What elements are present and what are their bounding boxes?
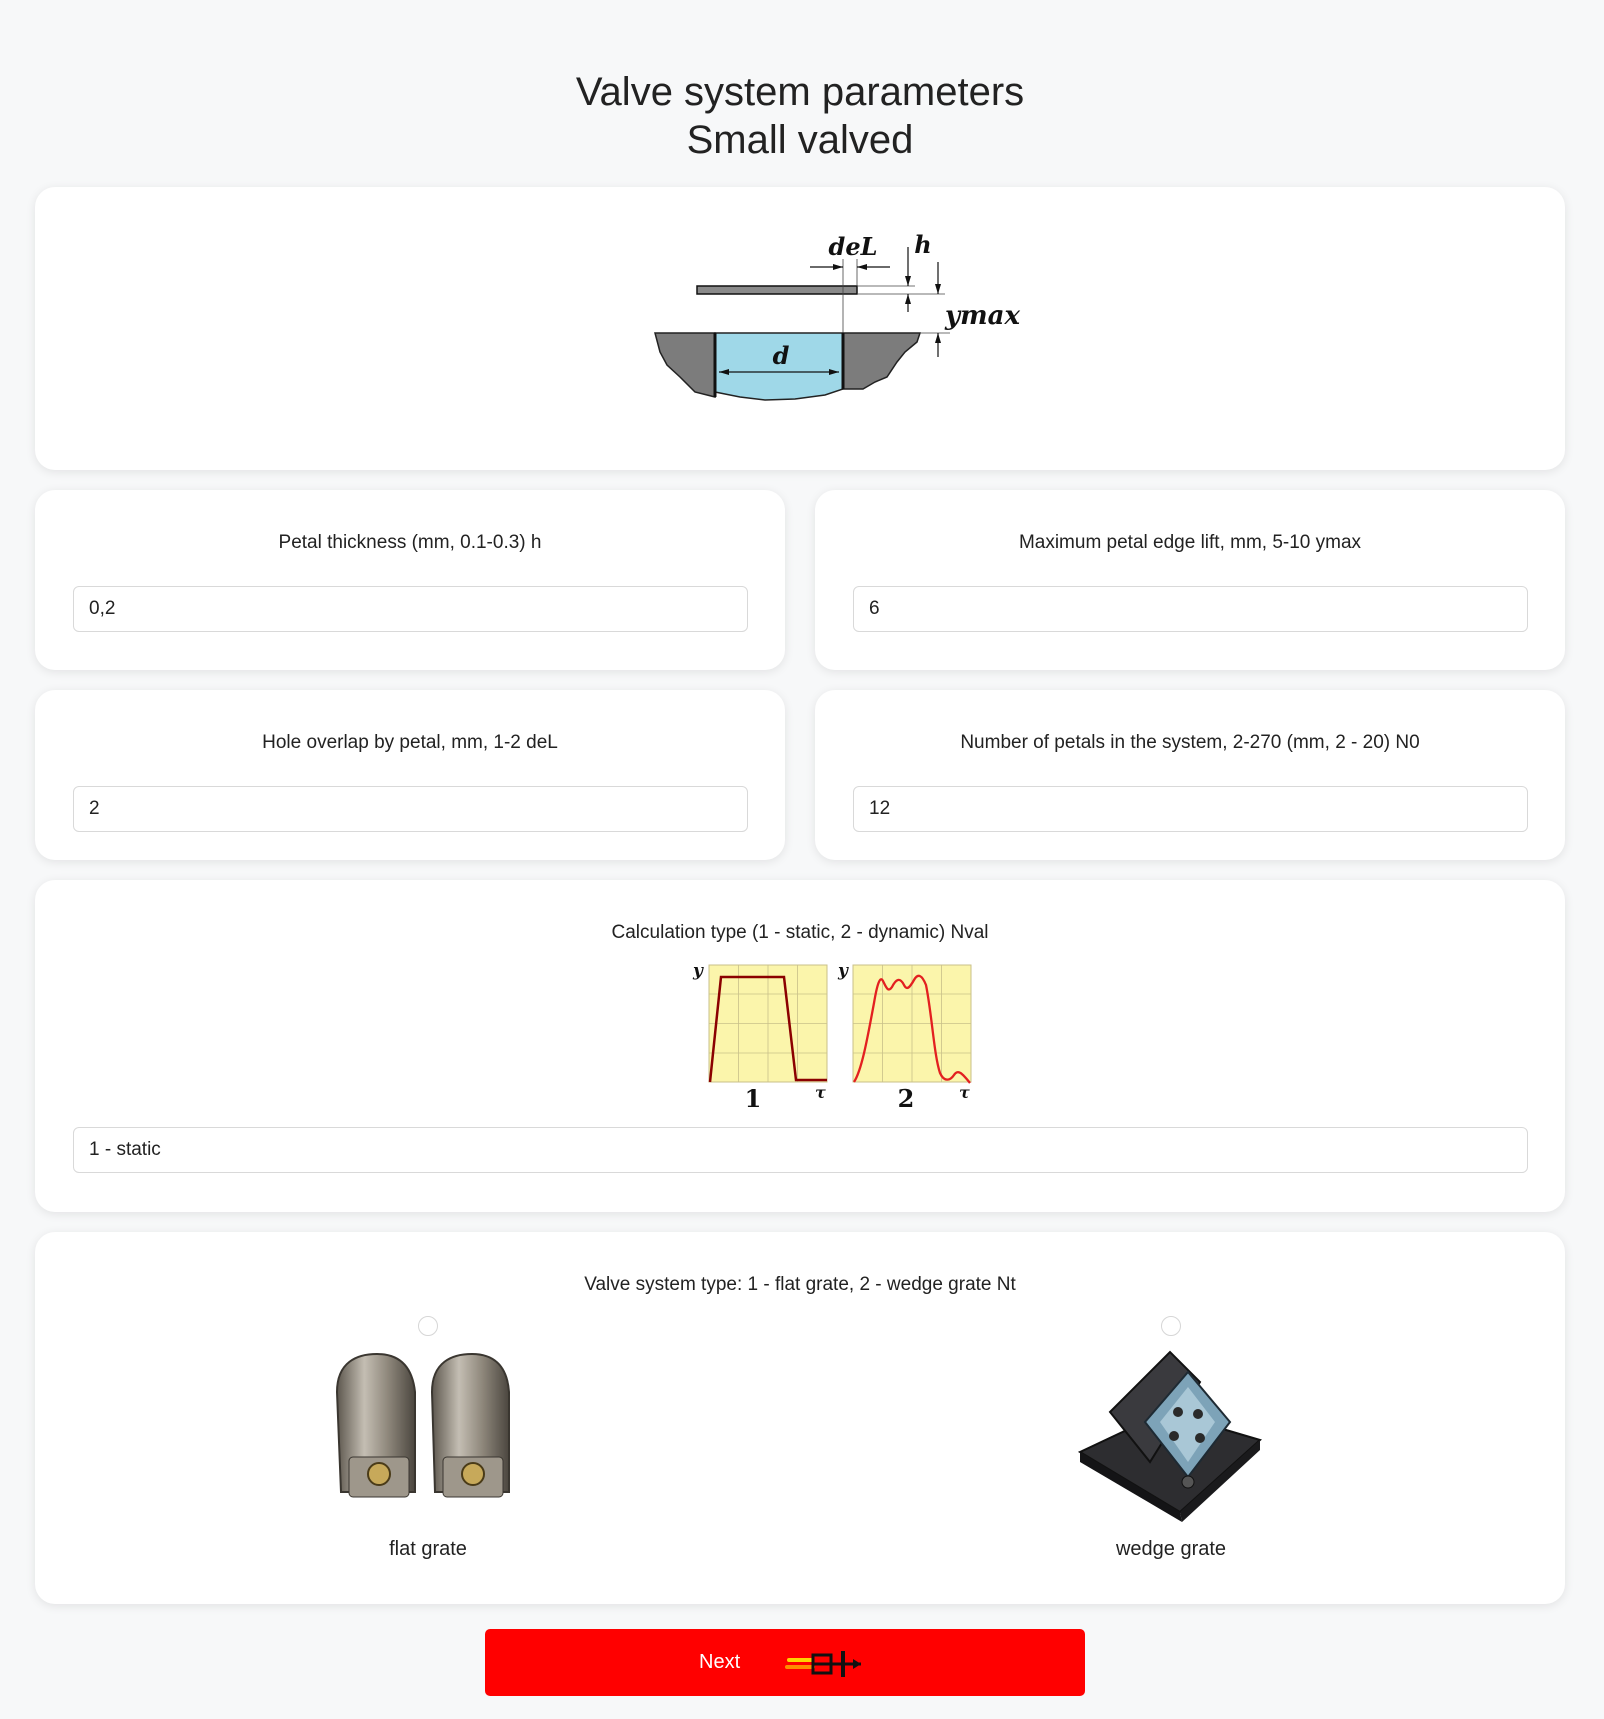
- graph-dynamic: [837, 961, 971, 1110]
- page-title: [0, 68, 1600, 164]
- max-lift-card: [815, 490, 1565, 670]
- diagram-card: [35, 187, 1565, 470]
- graph2-tau-label: τ: [959, 1083, 970, 1102]
- wedge-grate-image: [1070, 1342, 1270, 1522]
- hole-overlap-input[interactable]: [73, 786, 748, 832]
- radio-wedge-grate[interactable]: [1161, 1316, 1181, 1336]
- petal-thickness-input[interactable]: [73, 586, 748, 632]
- graph1-y-label: y: [693, 961, 703, 981]
- graph2-y-label: y: [838, 961, 848, 981]
- title-line-1: Valve system parameters: [575, 70, 1025, 114]
- label-d: d: [772, 341, 790, 370]
- petal-count-card: [815, 690, 1565, 860]
- calc-type-graphs: [648, 955, 978, 1110]
- calc-type-select[interactable]: 1 - static: [73, 1127, 1528, 1173]
- seat-left: [655, 333, 715, 397]
- label-deL: deL: [828, 232, 878, 261]
- valve-type-label: Valve system type: 1 - flat grate, 2 - wedge grate Nt: [584, 1274, 1016, 1295]
- next-button[interactable]: [485, 1629, 1085, 1696]
- calc-type-card: [35, 880, 1565, 1212]
- next-button-label: Next: [699, 1651, 741, 1673]
- flat-grate-label: flat grate: [389, 1538, 467, 1560]
- petal-thickness-card: [35, 490, 785, 670]
- graph2-number: 2: [897, 1084, 915, 1110]
- graph1-tau-label: τ: [815, 1083, 826, 1102]
- petal: [697, 286, 857, 294]
- graph-static: [692, 961, 827, 1110]
- flat-grate-image: [327, 1352, 527, 1512]
- max-lift-label: Maximum petal edge lift, mm, 5-10 ymax: [1018, 532, 1362, 553]
- calc-type-label: Calculation type (1 - static, 2 - dynamic) Nval: [611, 922, 989, 943]
- valve-diagram: [605, 217, 1025, 417]
- valve-type-card: [35, 1232, 1565, 1604]
- hole-overlap-label: Hole overlap by petal, mm, 1-2 deL: [262, 732, 558, 753]
- petal-count-input[interactable]: [853, 786, 1528, 832]
- label-ymax: ymax: [945, 301, 1020, 331]
- seat-right: [843, 333, 920, 389]
- label-h: h: [914, 230, 932, 259]
- title-line-2: Small valved: [686, 118, 914, 162]
- hole-overlap-card: [35, 690, 785, 860]
- valve-logo-icon: [785, 1649, 865, 1679]
- petal-count-label: Number of petals in the system, 2-270 (mm, 2 - 20) N0: [960, 732, 1420, 753]
- petal-thickness-label: Petal thickness (mm, 0.1-0.3) h: [278, 532, 542, 553]
- radio-flat-grate[interactable]: [418, 1316, 438, 1336]
- wedge-grate-label: wedge grate: [1115, 1538, 1227, 1560]
- graph1-number: 1: [744, 1084, 762, 1110]
- max-lift-input[interactable]: [853, 586, 1528, 632]
